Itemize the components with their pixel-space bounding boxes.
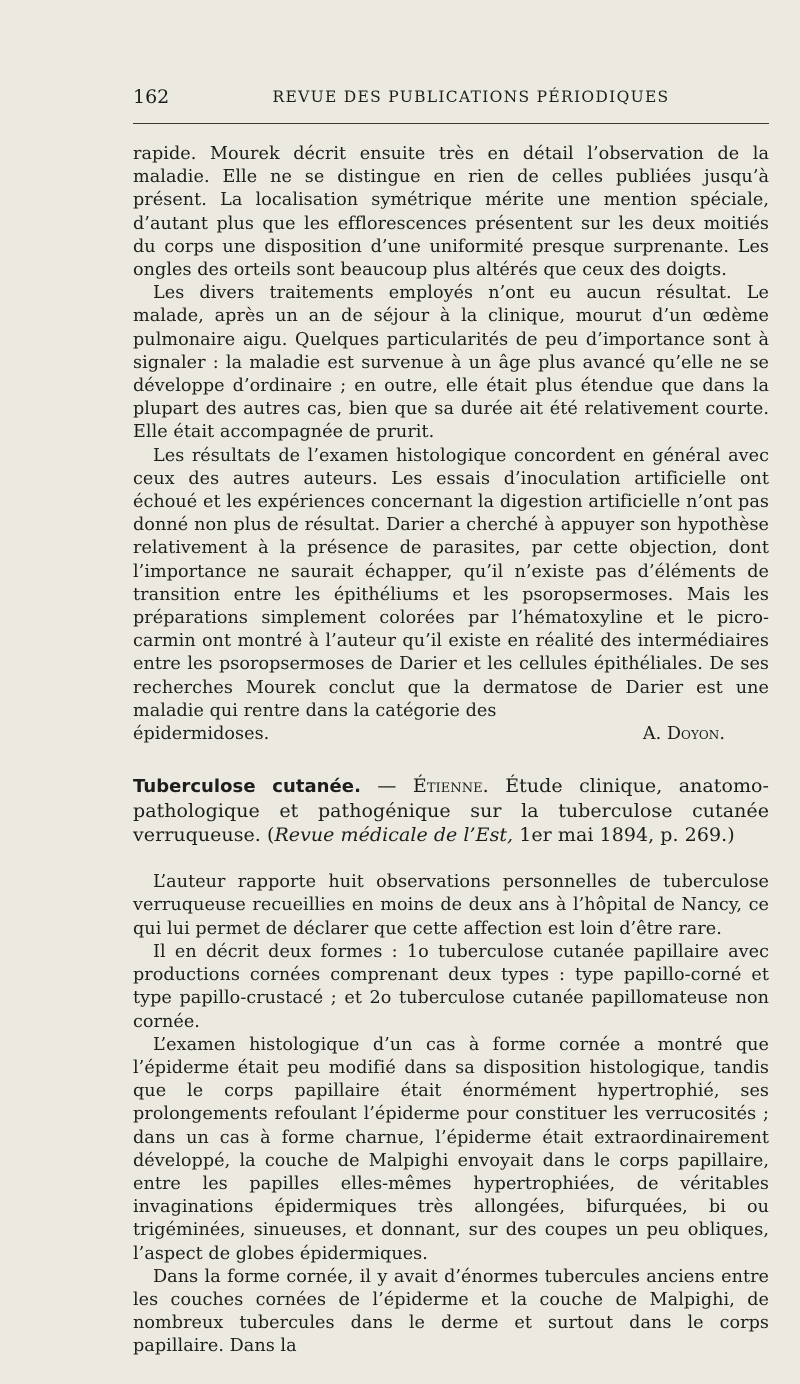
paragraph: Les divers traitements employés n’ont eu aucun résultat. Le malade, après un an de séjour à la clinique, mourut d’un œdème pulmonaire aigu. Quelques particularités de peu d’importance sont à signaler : la maladie est survenue à un âge plus avancé qu’elle ne se développe d’ordinaire ; en outre, elle était plus étendue que dans la plupart des autres cas, bien que sa durée ait été relativement courte. Elle était accompagnée de prurit. <box>133 283 769 443</box>
article-heading <box>133 774 769 847</box>
article-author: Étienne. <box>412 775 489 798</box>
signature: A. Doyon. <box>642 724 725 745</box>
paragraph: Les résultats de l’examen histologique concordent en général avec ceux des autres auteurs. Les essais d’inoculation artificielle ont échoué et les expériences concernant la digestion artificielle n’ont pas donné non plus de résultat. Darier a cherché à appuyer son hypothèse relativement à la présence de parasites, par cette objection, dont l’importance ne saurait échapper, qu’il n’existe pas d’éléments de transition entre les épithéliums et les psoropsermoses. Mais les préparations simplement colorées par l’hématoxyline et le picro-carmin ont montré à l’auteur qu’il existe en réalité des intermédiaires entre les psoropsermoses de Darier et les cellules épithéliales. De ses recherches Mourek conclut que la dermatose de Darier est une maladie qui rentre dans la catégorie des <box>133 445 769 721</box>
signature-line <box>133 723 769 746</box>
publication-date: 1er mai 1894, p. 269.) <box>513 824 735 847</box>
paragraph: L’auteur rapporte huit observations personnelles de tuberculose verruqueuse recueillies en moins de deux ans à l’hôpital de Nancy, ce qui lui permet de déclarer que cette affection est loin d’être rare. <box>133 872 769 939</box>
paragraph-end: épidermidoses. <box>133 724 270 745</box>
page-number: 162 <box>133 86 170 108</box>
body-text <box>133 143 769 1359</box>
journal-name: Revue médicale de l’Est, <box>274 824 514 847</box>
running-title: REVUE DES PUBLICATIONS PÉRIODIQUES <box>272 88 670 106</box>
work-title: Étude clinique, anatomo-pathologique et pathogénique sur la tuberculose cutanée verruqueuse. ( <box>133 775 770 847</box>
page-header <box>133 86 769 110</box>
paragraph: Il en décrit deux formes : 1o tuberculose cutanée papillaire avec productions cornées comprenant deux types : type papillo-corné et type papillo-crustacé ; et 2o tuberculose cutanée papillomateuse non cornée. <box>133 941 769 1032</box>
article-title: Tuberculose cutanée. <box>133 776 361 798</box>
header-rule <box>133 123 769 124</box>
paragraph: Dans la forme cornée, il y avait d’énormes tubercules anciens entre les couches cornées de l’épiderme et la couche de Malpighi, de nombreux tubercules dans le derme et surtout dans le corps papillaire. Dans la <box>133 1266 769 1357</box>
paragraph: rapide. Mourek décrit ensuite très en détail l’observation de la maladie. Elle ne se distingue en rien de celles publiées jusqu’à présent. La localisation symétrique mérite une mention spéciale, d’autant plus que les efflorescences présentent sur les deux moitiés du corps une disposition d’une uniformité presque surprenante. Les ongles des orteils sont beaucoup plus altérés que ceux des doigts. <box>133 144 769 281</box>
heading-dash: — <box>360 775 413 798</box>
paragraph: L’examen histologique d’un cas à forme cornée a montré que l’épiderme était peu modifié dans sa disposition histologique, tandis que le corps papillaire était énormément hypertrophié, ses prolongements refoulant l’épiderme pour constituer les verrucosités ; dans un cas à forme charnue, l’épiderme était extraordinairement développé, la couche de Malpighi envoyait dans le corps papillaire, entre les papilles elles-mêmes hypertrophiées, de véritables invaginations épidermiques très allongées, bifurquées, bi ou trigéminées, sinueuses, et donnant, sur des coupes un peu obliques, l’aspect de globes épidermiques. <box>133 1034 769 1264</box>
